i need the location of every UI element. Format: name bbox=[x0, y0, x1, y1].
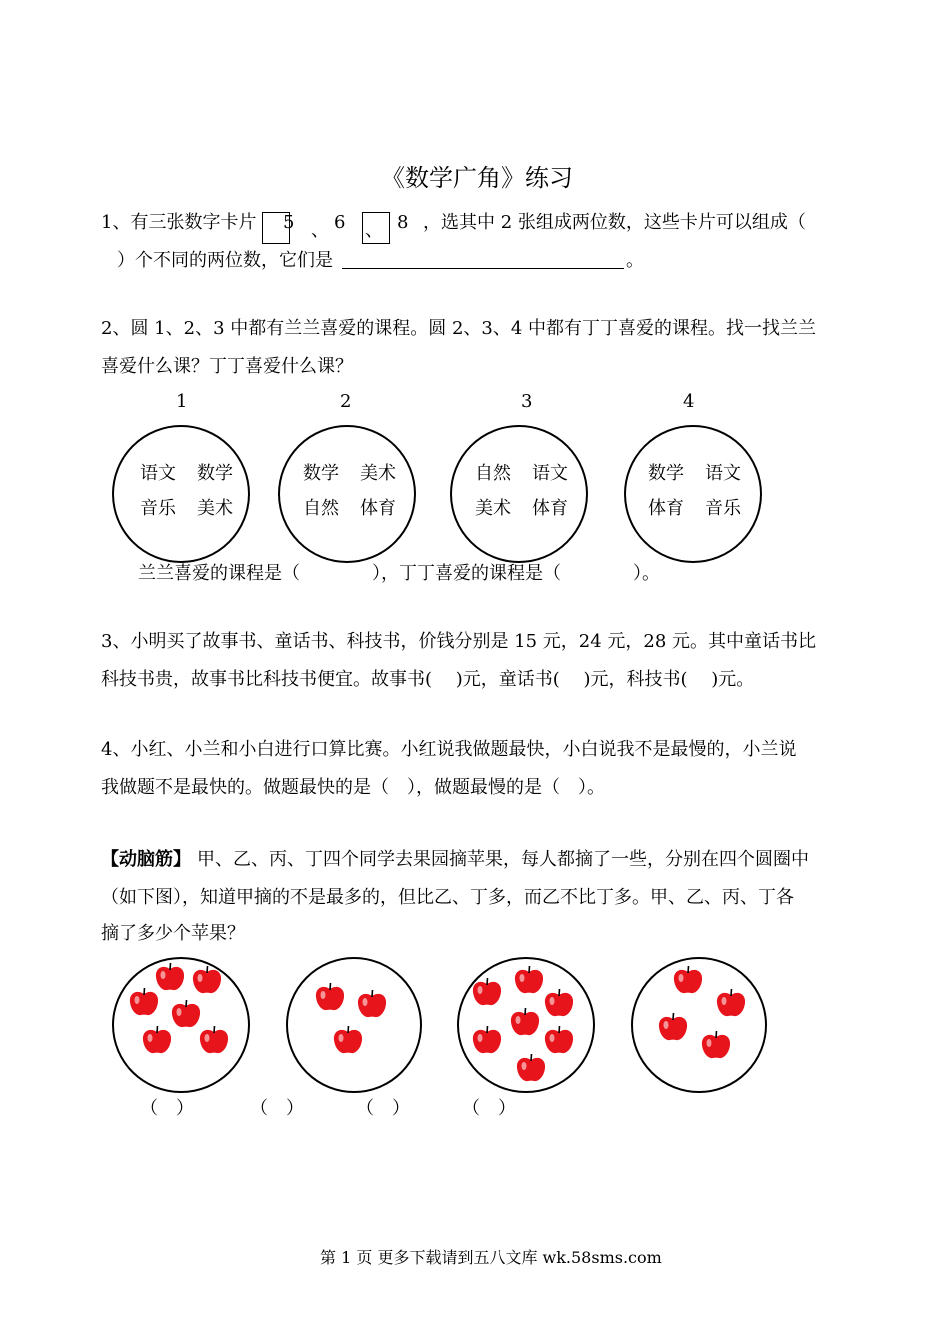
apple-icon bbox=[331, 1023, 365, 1057]
apple-icon bbox=[671, 963, 705, 997]
course-circle-4 bbox=[624, 425, 762, 563]
answer-blank: （ ） bbox=[356, 1098, 410, 1119]
q2-line2: 喜爱什么课？丁丁喜爱什么课？ bbox=[101, 356, 353, 377]
circle-label-2: 2 bbox=[340, 391, 352, 412]
course-word: 语文 bbox=[705, 463, 741, 484]
course-word: 自然 bbox=[303, 498, 339, 519]
card-value-8: 8 bbox=[397, 212, 409, 233]
card-separator: 、 bbox=[311, 220, 329, 241]
apple-icon bbox=[127, 985, 161, 1019]
q2-line1: 2、圆 1、2、3 中都有兰兰喜爱的课程。圆 2、3、4 中都有丁丁喜爱的课程。找一找兰兰 bbox=[101, 318, 817, 339]
q4-line2: 我做题不是最快的。做题最快的是（ ），做题最慢的是（ ）。 bbox=[101, 777, 605, 798]
q2-answer: 兰兰喜爱的课程是（ ），丁丁喜爱的课程是（ ）。 bbox=[138, 563, 660, 584]
q1-prefix: 1、有三张数字卡片 bbox=[101, 212, 257, 233]
course-word: 语文 bbox=[532, 463, 568, 484]
q3-line2: 科技书贵，故事书比科技书便宜。故事书( )元，童话书( )元，科技书( )元。 bbox=[101, 669, 755, 690]
apple-icon bbox=[470, 1023, 504, 1057]
card-value-6: 6 bbox=[334, 212, 346, 233]
apple-icon bbox=[512, 963, 546, 997]
bonus-line2: （如下图），知道甲摘的不是最多的，但比乙、丁多，而乙不比丁多。甲、乙、丙、丁各 bbox=[101, 887, 794, 908]
q3-line1: 3、小明买了故事书、童话书、科技书，价钱分别是 15 元，24 元，28 元。其中童话书比 bbox=[101, 631, 817, 652]
answer-line bbox=[342, 250, 624, 269]
apple-icon bbox=[699, 1028, 733, 1062]
apple-icon bbox=[197, 1023, 231, 1057]
course-word: 体育 bbox=[532, 498, 568, 519]
bonus-line3: 摘了多少个苹果？ bbox=[101, 923, 245, 944]
circle-label-4: 4 bbox=[683, 391, 695, 412]
card-value-5: 5 bbox=[283, 212, 295, 233]
apple-icon bbox=[313, 980, 347, 1014]
apple-icon bbox=[656, 1010, 690, 1044]
course-word: 美术 bbox=[475, 498, 511, 519]
course-word: 体育 bbox=[360, 498, 396, 519]
apple-icon bbox=[470, 975, 504, 1009]
apple-icon bbox=[714, 986, 748, 1020]
bonus-line1: 甲、乙、丙、丁四个同学去果园摘苹果，每人都摘了一些，分别在四个圆圈中 bbox=[197, 849, 809, 870]
apple-icon bbox=[514, 1051, 548, 1085]
page-title: 《数学广角》练习 bbox=[381, 164, 573, 192]
circle-label-3: 3 bbox=[521, 391, 533, 412]
bonus-tag: 【动脑筋】 bbox=[101, 849, 191, 870]
card-separator: 、 bbox=[365, 220, 383, 241]
course-word: 自然 bbox=[475, 463, 511, 484]
course-word: 体育 bbox=[648, 498, 684, 519]
page-footer: 第 1 页 更多下载请到五八文库 wk.58sms.com bbox=[320, 1248, 662, 1267]
course-word: 数学 bbox=[648, 463, 684, 484]
apple-icon bbox=[542, 986, 576, 1020]
q1-suffix: ，选其中 2 张组成两位数，这些卡片可以组成（ bbox=[423, 212, 806, 233]
q1-line2: ）个不同的两位数，它们是 bbox=[117, 250, 333, 271]
apple-icon bbox=[355, 987, 389, 1021]
apple-icon bbox=[508, 1005, 542, 1039]
apple-icon bbox=[140, 1023, 174, 1057]
apple-icon bbox=[190, 963, 224, 997]
course-word: 语文 bbox=[140, 463, 176, 484]
circle-label-1: 1 bbox=[176, 391, 188, 412]
q4-line1: 4、小红、小兰和小白进行口算比赛。小红说我做题最快，小白说我不是最慢的，小兰说 bbox=[101, 739, 797, 760]
course-word: 音乐 bbox=[140, 498, 176, 519]
answer-blank: （ ） bbox=[250, 1098, 304, 1119]
course-word: 数学 bbox=[197, 463, 233, 484]
answer-blank: （ ） bbox=[140, 1098, 194, 1119]
answer-blank: （ ） bbox=[462, 1098, 516, 1119]
course-word: 音乐 bbox=[705, 498, 741, 519]
course-word: 美术 bbox=[360, 463, 396, 484]
course-word: 美术 bbox=[197, 498, 233, 519]
course-word: 数学 bbox=[303, 463, 339, 484]
q1-line2-end: 。 bbox=[626, 250, 644, 271]
